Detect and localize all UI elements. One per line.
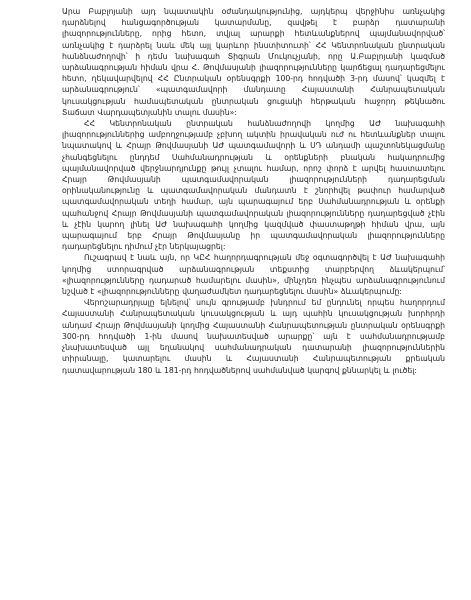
paragraph-2: ՀՀ Կենտրոնական ընտրական հանձնաժողովի կողմից ԱԺ նախագահի լիազորություններից ամբողջությամբ չբխող ակտին իրավական ուժ ու հետևանքներ տալու նպատակով և Հրայր Թովմասյանի ԱԺ պատգամավորի և ՍԴ անդամի պաշտոնեկացմանը չհանգեցնելու ընդդեմ Սահմանադրության և օրենքների բնական հակադրումից պայմանավորված վերջնարդյունքը թույլ չտալու համար, որոշ փորձ է արվել հաստատելու Հրայր Թովմասյանի պատգամավորական լիազորությունների դադարեցման օրինականությունը և պատգամավորական մանդատն է շնորհվել թափուր համարված պատգամավորական տեղի համար, այն պարագայում երբ Սահմանադրության և օրենքի պահանջով Հրայր Թովմասյանի պատգամավորական լիազորությունները դադարեցված չէին և չէին կարող լինել ԱԺ նախագահի կողմից կազմված փաստաթղթի հիման վրա, այն պարագայում երբ Հրայր Թովմասյանը իր պատգամավորական լիազորությունները դադարեցնելու դիմում չէր ներկայացրել: (62, 119, 445, 252)
paragraph-1: Արա Բաբլոյանի այդ նպատակին օժանդակությունից, այդկերպ վերջինիս առնչակից դարձնելով հանցագործության կատարմանը, զավթել է բարձր դատարանի լիազորությունները, որից հետո, տվյալ արարքի հետևանքներով պայմանավորված՝ առնչակից է դարձրել նաև մեկ այլ կարևոր ինստիտուտի՝ ՀՀ Կենտրոնական ընտրական հանձնաժողովի՝ ի դեմս նախագահ Տիգրան Մուկուչյանի, որը Ա.Բաբլոյանի կազմած արձանագրության հիման վրա Հ. Թովմասյանի լիազորությունները կարճեցալ դադարեցմելու հետո, ղեկավարվելով ՀՀ Ընտրական օրենսգրքի 100-րդ հոդվածի 3-րդ մասով՝ կազմել է արձանագրություն՝ «պատգամավորի մանդատը Հայաստանի Հանրապետական կուսակցության համապետական ընտրական ցուցակի հերթական հաջորդ թեկնածու Տաճատ Վարդապետյանին տալու մասին»: (62, 7, 445, 117)
paragraph-3: Ուշագրավ է նաև այն, որ ԿԸՀ հաղորդագրության մեջ օգտագործվել է ԱԺ նախագահի կողմից ստորագրված արձանագրության տեքստից տարբերվող ձևակերպում՝ «լիազորությունները դադարած համարելու մասին», մինչդեռ ինչպես արձանագրությունում նշված է «լիազորությունները վաղաժամկետ դադարեցնելու մասին» ձևակերպումը: (62, 253, 445, 297)
paragraph-4: Վերոշարադրյալը ելնելով՝ սույն գրությամբ խնդրում եմ ընդունել որպես հաղորդում Հայաստանի Հանրապետական կուսակցության և այդ պահին կուսակցության խորհրդի անդամ Հրայր Թովմասյանի կողմից Հայաստանի Հանրապետության ընտրական օրենսգրքի 300-րդ հոդվածի 1-ին մասով նախատեսված արարքը՝ այն է սահմանադրությամբ չնախատեսված այլ եղանակով սահմանադրական դատարանի լիազորություններին տիրանալը, կատարելու մասին և Հայաստանի Հանրապետության քրեական դատավարության 180 և 181-րդ հոդվածներով սահմանված կարգով քննարկել և լուծել: (62, 298, 445, 375)
